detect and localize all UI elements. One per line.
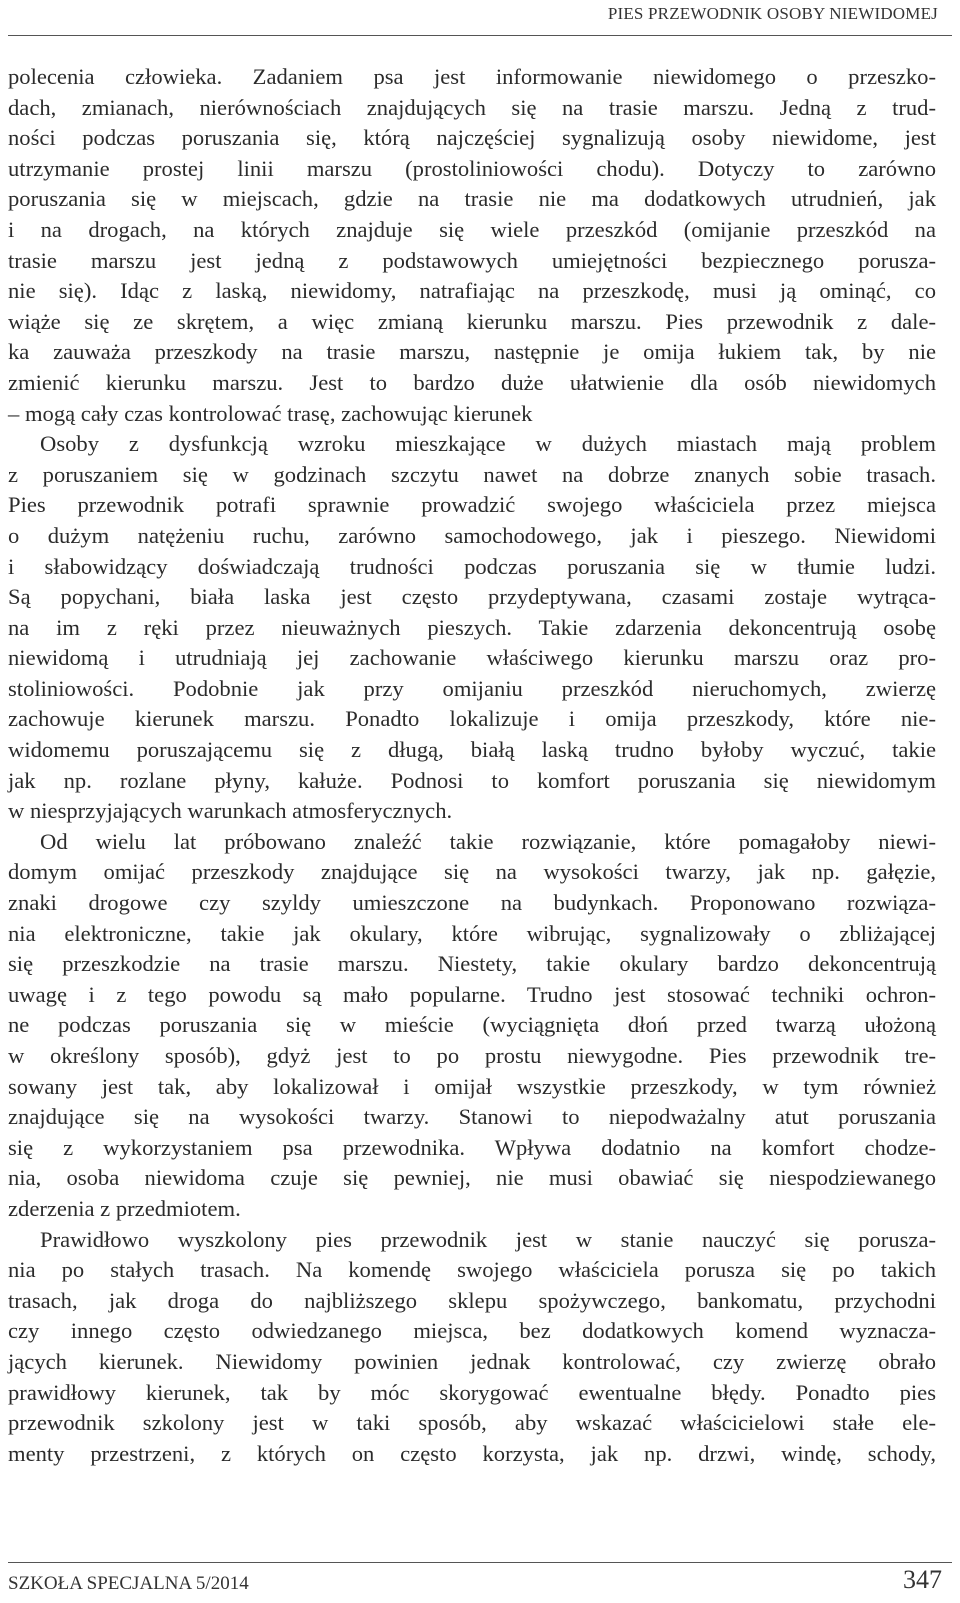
text-line: nia, osoba niewidoma czuje się pewniej, nie musi obawiać się niespodziewanego: [8, 1165, 936, 1191]
text-line: stoliniowości. Podobnie jak przy omijaniu przeszkód nieruchomych, zwierzę: [8, 675, 936, 701]
text-line: niewidomą i utrudniają jej zachowanie właściwego kierunku marszu oraz pro-: [8, 645, 936, 671]
text-line: nia po stałych trasach. Na komendę swojego właściciela porusza się po takich: [8, 1257, 936, 1283]
text-line: domym omijać przeszkody znajdujące się na wysokości twarzy, jak np. gałęzie,: [8, 859, 936, 885]
text-line: się z wykorzystaniem psa przewodnika. Wpływa dodatnio na komfort chodze-: [8, 1134, 936, 1160]
text-line: o dużym natężeniu ruchu, zarówno samochodowego, jak i pieszego. Niewidomi: [8, 522, 936, 548]
text-line: widomemu poruszającemu się z długą, białą laską trudno byłoby wyczuć, takie: [8, 737, 936, 763]
footer-rule: [8, 1562, 952, 1563]
text-line: menty przestrzeni, z których on często korzysta, jak np. drzwi, windę, schody,: [8, 1440, 936, 1466]
text-line: wiąże się ze skrętem, a więc zmianą kierunku marszu. Pies przewodnik z dale-: [8, 308, 936, 334]
text-line: Osoby z dysfunkcją wzroku mieszkające w dużych miastach mają problem: [40, 431, 936, 457]
text-line: – mogą cały czas kontrolować trasę, zachowując kierunek: [8, 400, 533, 426]
text-line: ka zauważa przeszkody na trasie marszu, następnie je omija łukiem tak, by nie: [8, 339, 936, 365]
text-line: czy innego często odwiedzanego miejsca, bez dodatkowych komend wyznacza-: [8, 1318, 936, 1344]
text-line: zachowuje kierunek marszu. Ponadto lokalizuje i omija przeszkody, które nie-: [8, 706, 936, 732]
text-line: ne podczas poruszania się w mieście (wyciągnięta dłoń przed twarzą ułożoną: [8, 1012, 936, 1038]
text-line: Pies przewodnik potrafi sprawnie prowadzić swojego właściciela przez miejsca: [8, 492, 936, 518]
text-line: nia elektroniczne, takie jak okulary, które wibrując, sygnalizowały o zbliżającej: [8, 920, 936, 946]
page-number: 347: [903, 1565, 942, 1594]
text-line: jak np. rozlane płyny, kałuże. Podnosi to komfort poruszania się niewidomym: [8, 767, 936, 793]
text-line: znajdujące się na wysokości twarzy. Stanowi to niepodważalny atut poruszania: [8, 1104, 936, 1130]
text-line: sowany jest tak, aby lokalizował i omijał wszystkie przeszkody, w tym również: [8, 1073, 936, 1099]
header-rule: [8, 35, 952, 36]
text-line: na im z ręki przez nieuważnych pieszych. Takie zdarzenia dekoncentrują osobę: [8, 614, 936, 640]
text-line: zderzenia z przedmiotem.: [8, 1195, 241, 1221]
text-line: Prawidłowo wyszkolony pies przewodnik jest w stanie nauczyć się porusza-: [40, 1226, 936, 1252]
text-line: się przeszkodzie na trasie marszu. Niestety, takie okulary bardzo dekoncentrują: [8, 951, 936, 977]
text-line: ności podczas poruszania się, którą najczęściej sygnalizują osoby niewidome, jest: [8, 125, 936, 151]
text-line: nie się). Idąc z laską, niewidomy, natrafiając na przeszkodę, musi ją ominąć, co: [8, 278, 936, 304]
text-line: polecenia człowieka. Zadaniem psa jest informowanie niewidomego o przeszko-: [8, 64, 936, 89]
text-line: trasie marszu jest jedną z podstawowych umiejętności bezpiecznego porusza-: [8, 247, 936, 273]
text-line: poruszania się w miejscach, gdzie na trasie nie ma dodatkowych utrudnień, jak: [8, 186, 936, 212]
text-line: w niesprzyjających warunkach atmosferycznych.: [8, 798, 453, 824]
journal-footer: SZKOŁA SPECJALNA 5/2014: [8, 1573, 249, 1594]
text-line: znaki drogowe czy szyldy umieszczone na budynkach. Proponowano rozwiąza-: [8, 890, 936, 916]
text-line: trasach, jak droga do najbliższego sklepu spożywczego, bankomatu, przychodni: [8, 1287, 936, 1313]
running-head: PIES PRZEWODNIK OSOBY NIEWIDOMEJ: [607, 4, 938, 23]
text-line: Od wielu lat próbowano znaleźć takie rozwiązanie, które pomagałoby niewi-: [40, 828, 936, 854]
article-body: [8, 62, 936, 1469]
text-line: utrzymanie prostej linii marszu (prostoliniowości chodu). Dotyczy to zarówno: [8, 155, 936, 181]
text-line: i na drogach, na których znajduje się wiele przeszkód (omijanie przeszkód na: [8, 216, 936, 242]
text-line: zmienić kierunku marszu. Jest to bardzo duże ułatwienie dla osób niewidomych: [8, 369, 936, 395]
text-line: w określony sposób), gdyż jest to po prostu niewygodne. Pies przewodnik tre-: [8, 1043, 936, 1068]
text-line: jących kierunek. Niewidomy powinien jednak kontrolować, czy zwierzę obrało: [8, 1348, 936, 1374]
text-line: uwagę i z tego powodu są mało popularne. Trudno jest stosować techniki ochron-: [8, 981, 936, 1007]
text-line: z poruszaniem się w godzinach szczytu nawet na dobrze znanych sobie trasach.: [8, 461, 936, 487]
text-line: prawidłowy kierunek, tak by móc skorygować ewentualne błędy. Ponadto pies: [8, 1379, 936, 1405]
text-line: dach, zmianach, nierównościach znajdujących się na trasie marszu. Jedną z trud-: [8, 94, 936, 120]
text-line: i słabowidzący doświadczają trudności podczas poruszania się w tłumie ludzi.: [8, 553, 936, 579]
text-line: przewodnik szkolony jest w taki sposób, aby wskazać właścicielowi stałe ele-: [8, 1410, 936, 1436]
text-line: Są popychani, biała laska jest często przydeptywana, czasami zostaje wytrąca-: [8, 584, 936, 610]
